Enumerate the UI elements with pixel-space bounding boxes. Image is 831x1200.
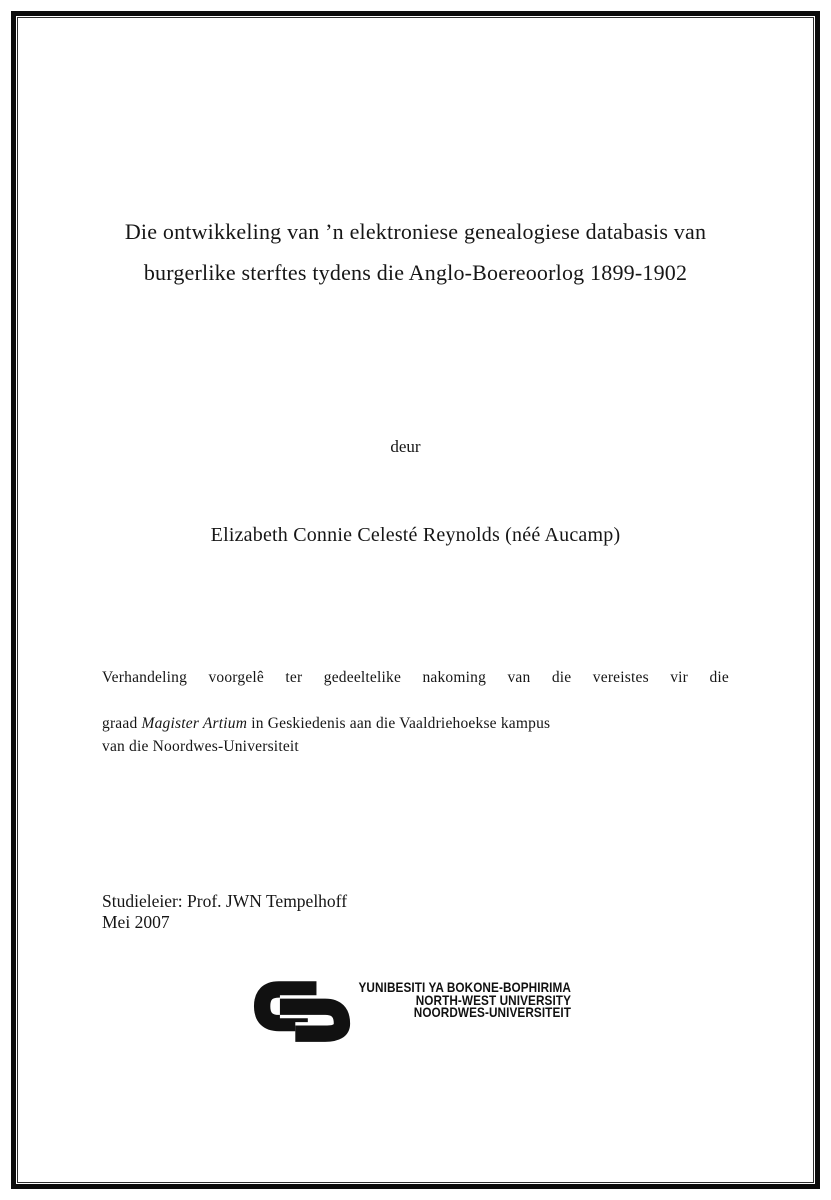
nwu-logo-text	[314, 981, 571, 1019]
supervisor-line: Studieleier: Prof. JWN Tempelhoff	[102, 891, 348, 911]
byline-deur: deur	[390, 437, 421, 456]
dissertation-statement	[102, 666, 729, 758]
statement-line-3: van die Noordwes-Universiteit	[102, 738, 299, 755]
statement-line-1: Verhandeling voorgelê ter gedeeltelike nakoming van die vereistes vir die	[102, 669, 729, 686]
author-name: Elizabeth Connie Celesté Reynolds (néé Aucamp)	[210, 524, 621, 546]
date-line: Mei 2007	[102, 912, 170, 932]
title-line-1: Die ontwikkeling van ’n elektroniese genealogiese databasis van	[124, 219, 707, 244]
supervisor-block	[102, 891, 347, 933]
statement-line-2: graad Magister Artium in Geskiedenis aan die Vaaldriehoekse kampus	[102, 715, 551, 732]
title-line-2: burgerlike sterftes tydens die Anglo-Boereoorlog 1899-1902	[143, 260, 688, 285]
nwu-logo	[253, 978, 571, 1048]
degree-name-italic: Magister Artium	[141, 715, 248, 732]
logo-line-setswana: YUNIBESITI YA BOKONE-BOPHIRIMA	[358, 979, 571, 995]
page-title	[60, 211, 771, 293]
logo-line-english: NORTH-WEST UNIVERSITY	[415, 991, 571, 1008]
logo-line-afrikaans: NOORDWES-UNIVERSITEIT	[413, 1004, 571, 1021]
